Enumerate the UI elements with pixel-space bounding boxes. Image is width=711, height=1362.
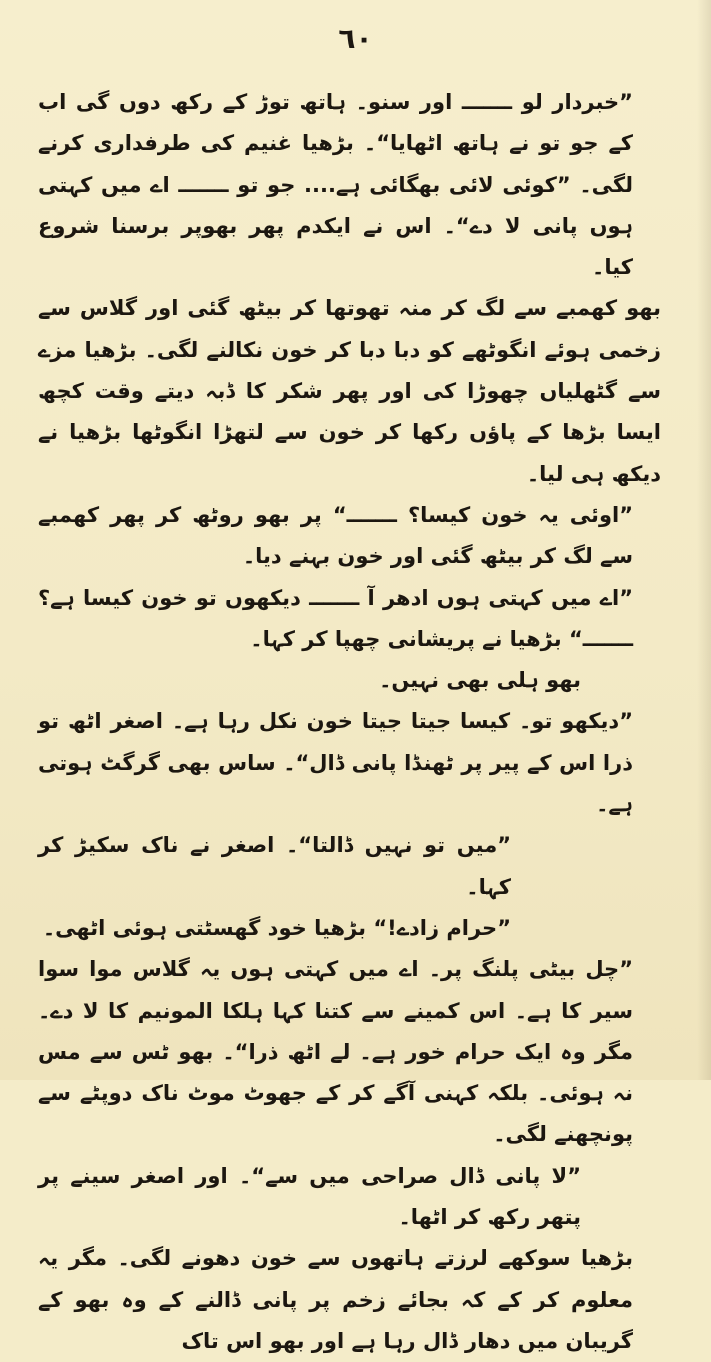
paragraph: ”حرام زادے!“ بڑھیا خود گھسٹتی ہوئی اٹھی۔ bbox=[42, 915, 511, 940]
paragraph: ”خبردار لو ـــــــ اور سنو۔ ہاتھ توڑ کے رکھ دوں گی اب کے جو تو نے ہاتھ اٹھایا“۔ بڑھیا غنیم کی طرفداری کرنے لگی۔ ”کوئی لائی بھگائی ہے.... جو تو ـــــــ اے میں کہتی ہوں پانی لا دے“۔ اس نے ایکدم پھر بھوپر برسنا شروع کیا۔ bbox=[38, 90, 633, 280]
paragraph: ”لا پانی ڈال صراحی میں سے“۔ اور اصغر سینے پر پتھر رکھ کر اٹھا۔ bbox=[38, 1163, 581, 1230]
paragraph: ”میں تو نہیں ڈالتا“۔ اصغر نے ناک سکیڑ کر کہا۔ bbox=[38, 833, 511, 899]
paragraph: ”چل بیٹی پلنگ پر۔ اے میں کہتی ہوں یہ گلاس موا سوا سیر کا ہے۔ اس کمینے سے کتنا کہا ہلکا المونیم کا لا دے۔ مگر وہ ایک حرام خور ہے۔ لے اٹھ ذرا“۔ بھو ٹس سے مس نہ ہوئی۔ بلکہ کہنی آگے کر کے جھوٹ موٹ ناک دوپٹے سے پونچھنے لگی۔ bbox=[38, 957, 633, 1147]
urdu-text-body bbox=[38, 82, 661, 1362]
paragraph: بڑھیا سوکھے لرزتے ہاتھوں سے خون دھونے لگی۔ مگر یہ معلوم کر کے کہ بجائے زخم پر پانی ڈالنے کے وہ بھو کے گریبان میں دھار ڈال رہا ہے اور بھو اس تاک bbox=[38, 1246, 633, 1353]
paragraph: ”اوئی یہ خون کیسا؟ ـــــــ“ پر بھو روٹھ کر پھر کھمبے سے لگ کر بیٹھ گئی اور خون بہنے دیا۔ bbox=[38, 502, 633, 569]
page-edge-shadow bbox=[697, 0, 711, 1080]
paragraph: بھو ہلی بھی نہیں۔ bbox=[379, 668, 581, 693]
paragraph: ”اے میں کہتی ہوں ادھر آ ـــــــ دیکھوں تو خون کیسا ہے؟ ـــــــ“ بڑھیا نے پریشانی چھپا کر کہا۔ bbox=[38, 585, 633, 651]
paragraph: بھو کھمبے سے لگ کر منہ تھوتھا کر بیٹھ گئی اور گلاس سے زخمی ہوئے انگوٹھے کو دبا دبا کر خون نکالنے لگی۔ بڑھیا مزے سے گٹھلیاں چھوڑا کی اور پھر شکر کا ڈبہ دیتے وقت کچھ ایسا بڑھا کے پاؤں رکھا کر خون سے لتھڑا انگوٹھا بڑھیا نے دیکھ ہی لیا۔ bbox=[38, 296, 661, 486]
paragraph: ”دیکھو تو۔ کیسا جیتا جیتا خون نکل رہا ہے۔ اصغر اٹھ تو ذرا اس کے پیر پر ٹھنڈا پانی ڈال“۔ ساس بھی گرگٹ ہوتی ہے۔ bbox=[38, 709, 633, 817]
page-number: ٦٠ bbox=[338, 22, 373, 55]
